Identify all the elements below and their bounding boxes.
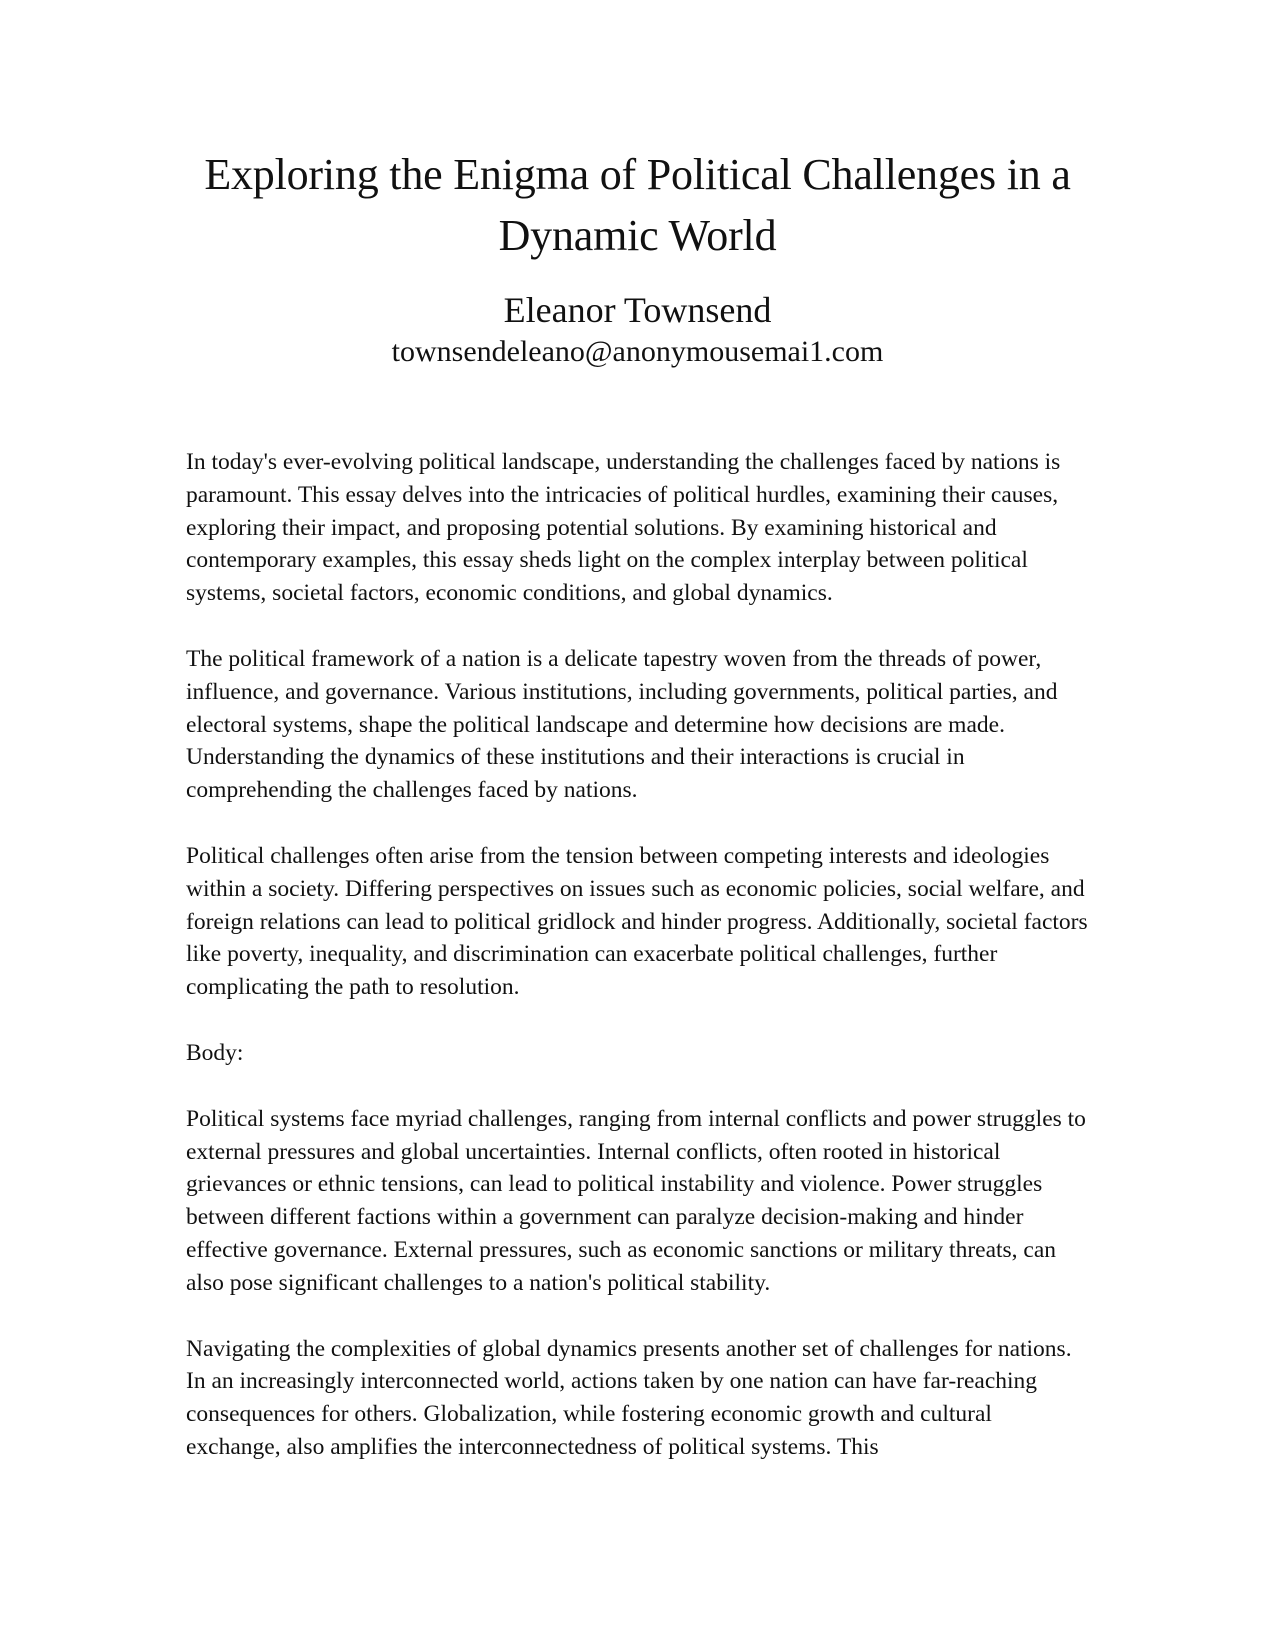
paragraph-challenges: Political challenges often arise from the tension between competing interests and ideologies within a society. Differing perspectives on issues such as economic policies, social welfare, and foreign relations can lead to political gridlock and hinder progress. Additionally, societal factors like poverty, inequality, and discrimination can exacerbate political challenges, further complicating the path to resolution. bbox=[186, 842, 1088, 1001]
document-body bbox=[186, 446, 1091, 1497]
author-email: townsendeleano@anonymousemai1.com bbox=[391, 335, 884, 368]
paragraph-framework: The political framework of a nation is a delicate tapestry woven from the threads of power, influence, and governance. Various institutions, including governments, political parties, and electoral systems, shape the political landscape and determine how decisions are made. Understanding the dynamics of these institutions and their interactions is crucial in comprehending the challenges faced by nations. bbox=[186, 645, 1058, 804]
document-title: Exploring the Enigma of Political Challenges in a Dynamic World bbox=[204, 150, 1071, 260]
author-name: Eleanor Townsend bbox=[503, 290, 772, 330]
section-heading-body: Body: bbox=[186, 1039, 244, 1066]
paragraph-global: Navigating the complexities of global dynamics presents another set of challenges for nations. In an increasingly interconnected world, actions taken by one nation can have far-reaching consequences for others. Globalization, while fostering economic growth and cultural exchange, also amplifies the interconnectedness of political systems. This bbox=[186, 1335, 1072, 1460]
paragraph-systems: Political systems face myriad challenges, ranging from internal conflicts and power struggles to external pressures and global uncertainties. Internal conflicts, often rooted in historical grievances or ethnic tensions, can lead to political instability and violence. Power struggles between different factions within a government can paralyze decision-making and hinder effective governance. External pressures, such as economic sanctions or military threats, can also pose significant challenges to a nation's political stability. bbox=[186, 1105, 1086, 1296]
paragraph-intro: In today's ever-evolving political landscape, understanding the challenges faced by nations is paramount. This essay delves into the intricacies of political hurdles, examining their causes, exploring their impact, and proposing potential solutions. By examining historical and contemporary examples, this essay sheds light on the complex interplay between political systems, societal factors, economic conditions, and global dynamics. bbox=[186, 449, 1061, 607]
